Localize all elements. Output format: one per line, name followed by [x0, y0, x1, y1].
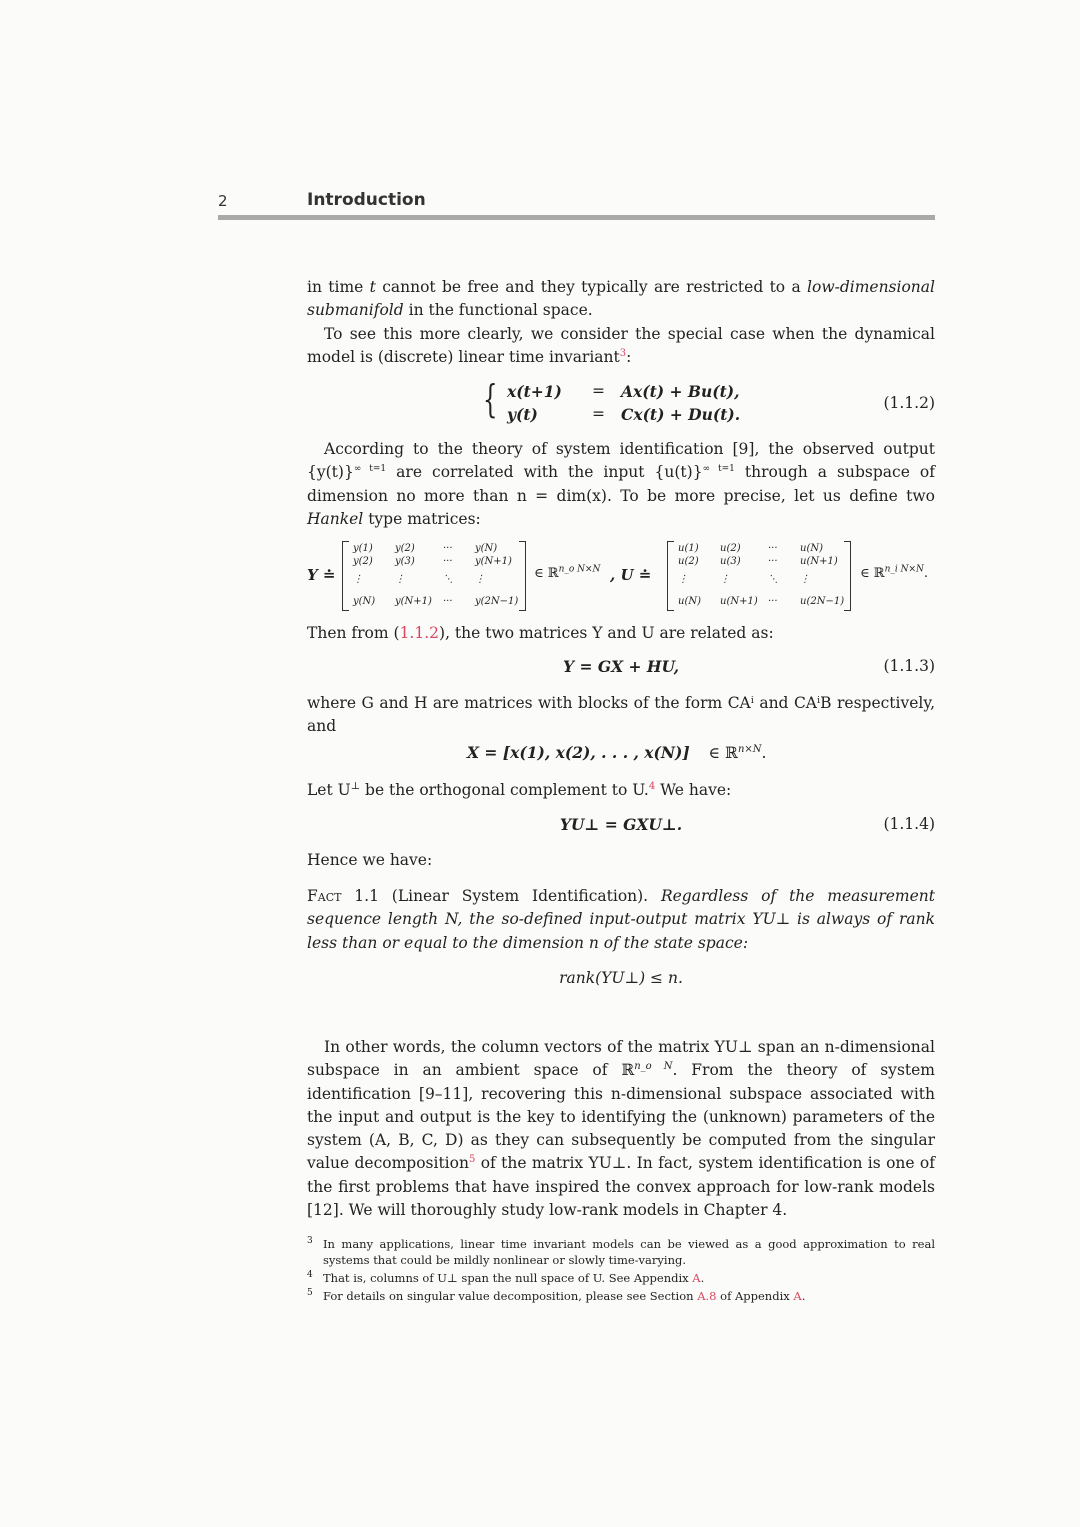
footnote-ref-5[interactable]: 5 [468, 1154, 476, 1166]
footnote-5: 5 For details on singular value decomposition, please see Section A.8 of Appendix A. [307, 1288, 806, 1303]
u-matrix-cell-0-3: u(N) [800, 543, 823, 554]
equation-1-1-2: { x(t+1) = Ax(t) + Bu(t), y(t) = Cx(t) + Du(t). (1.1.2) [483, 377, 935, 424]
left-brace: { [483, 377, 498, 421]
equation-number: (1.1.3) [883, 657, 935, 675]
y-matrix-cell-0-1: y(2) [395, 543, 415, 554]
u-matrix-cell-1-1: u(3) [720, 556, 741, 567]
U-space: ∈ ℝ$^{n\_i N\times N}$. [860, 564, 929, 581]
y-matrix-cell-1-3: y(N+1) [475, 556, 512, 567]
y-matrix-cell-2-1: ⋮ [395, 574, 405, 585]
Y-label: Y ≐ [307, 566, 336, 584]
fact-name: (Linear System Identification). [391, 887, 649, 905]
Y-space: ∈ ℝ$^{n\_o N\times N}$ [534, 564, 601, 581]
equation-number: (1.1.4) [883, 815, 935, 833]
y-matrix-cell-1-2: ··· [443, 556, 453, 567]
fact-formula: rank(YU⊥) ≤ n. [559, 968, 683, 987]
fact-statement: Regardless of the measurement sequence length N, the so-defined input-output matrix YU⊥ is always of rank less than or equal to the dimension n of the state space: [307, 887, 935, 952]
appendix-link[interactable]: A [692, 1271, 701, 1285]
equation-1-1-4: YU⊥ = GXU⊥. (1.1.4) [559, 815, 935, 834]
u-matrix-cell-0-2: ··· [768, 543, 778, 554]
appendix-link[interactable]: A [793, 1289, 802, 1303]
paragraph-2: To see this more clearly, we consider the special case when the dynamical model is (discrete) linear time invariant$^3$: [307, 325, 935, 367]
paragraph-7: Hence we have: [307, 851, 433, 869]
y-matrix-cell-0-3: y(N) [475, 543, 498, 554]
y-matrix-cell-1-0: y(2) [353, 556, 373, 567]
y-matrix-cell-3-1: y(N+1) [395, 596, 432, 607]
U-label: , U ≐ [610, 566, 652, 584]
u-matrix-cell-2-2: ⋱ [768, 574, 778, 585]
u-matrix-cell-0-1: u(2) [720, 543, 741, 554]
paragraph-6: Let U⊥ be the orthogonal complement to U.$^4$ We have: [307, 780, 732, 799]
y-matrix-cell-3-3: y(2N−1) [475, 596, 519, 607]
y-matrix-cell-0-2: ··· [443, 543, 453, 554]
y-matrix-cell-2-0: ⋮ [353, 574, 363, 585]
fact-1-1 [307, 885, 935, 990]
u-matrix-cell-2-3: ⋮ [800, 574, 810, 585]
footnote-ref-4[interactable]: 4 [648, 780, 656, 792]
u-matrix-cell-1-2: ··· [768, 556, 778, 567]
u-matrix-cell-3-3: u(2N−1) [800, 596, 845, 607]
equation-ref-1-1-2[interactable]: 1.1.2 [399, 624, 440, 642]
footnote-ref-3[interactable]: 3 [619, 348, 627, 360]
u-matrix-cell-3-1: u(N+1) [720, 596, 758, 607]
paragraph-1: in time t cannot be free and they typically are restricted to a low-dimensional submanifold in the functional space. [307, 278, 935, 320]
footnotes [307, 1236, 935, 1304]
paragraph-8: In other words, the column vectors of the matrix YU⊥ span an n-dimensional subspace in an ambient space of ℝ$^{n\_o N}$. From the theory of system identification [9–11], recovering this n-dimensional subspace associated with the input and output is the key to identifying the (unknown) parameters of the system (A, B, C, D) as they can subsequently be computed from the singular value decomposition$^5$ of the matrix YU⊥. In fact, system identification is one of the first problems that have inspired the convex approach for low-rank models [12]. We will thoroughly study low-rank models in Chapter 4. [307, 1038, 935, 1220]
u-matrix-cell-2-1: ⋮ [720, 574, 730, 585]
y-matrix-cell-3-2: ··· [443, 596, 453, 607]
u-matrix-cell-1-3: u(N+1) [800, 556, 838, 567]
equation-1-1-3: Y = GX + HU, (1.1.3) [562, 657, 935, 676]
paragraph-4: Then from (1.1.2), the two matrices Y and U are related as: [307, 624, 774, 642]
y-matrix-cell-2-3: ⋮ [475, 574, 485, 585]
fact-label: Fact 1.1 [307, 887, 379, 905]
section-link[interactable]: A.8 [697, 1289, 717, 1303]
y-matrix-cell-1-1: y(3) [395, 556, 415, 567]
y-matrix-cell-2-2: ⋱ [443, 574, 453, 585]
Y-matrix [342, 541, 526, 611]
header-rule [218, 215, 935, 220]
u-matrix-cell-3-2: ··· [768, 596, 778, 607]
footnote-3: 3 In many applications, linear time invariant models can be viewed as a good approximation to real systems that could be mildly nonlinear or slowly time-varying. [307, 1236, 935, 1267]
u-matrix-cell-0-0: u(1) [678, 543, 699, 554]
equation-X: X = [x(1), x(2), . . . , x(N)] ∈ ℝ$^{n\times N}$. [467, 743, 767, 762]
emphasis-low-dim: low-dimensional submanifold [307, 278, 935, 320]
page-number: 2 [218, 192, 228, 210]
U-matrix [667, 541, 851, 611]
paragraph-3: According to the theory of system identification [9], the observed output $\{y(t)\}^{\infty t=1}$ are correlated with the input $\{u(t)\}^{\infty t=1}$ through a subspace of dimension no more than n = dim(x). To be more precise, let us define two Hankel type matrices: [307, 440, 935, 528]
y-matrix-cell-0-0: y(1) [353, 543, 373, 554]
paragraph-5: where G and H are matrices with blocks of the form CAⁱ and CAⁱB respectively, and [307, 694, 935, 736]
u-matrix-cell-2-0: ⋮ [678, 574, 688, 585]
u-matrix-cell-1-0: u(2) [678, 556, 699, 567]
equation-number: (1.1.2) [883, 394, 935, 412]
running-header-title: Introduction [307, 190, 426, 210]
footnote-4: 4 That is, columns of U⊥ span the null space of U. See Appendix A. [307, 1270, 705, 1285]
u-matrix-cell-3-0: u(N) [678, 596, 701, 607]
y-matrix-cell-3-0: y(N) [353, 596, 376, 607]
